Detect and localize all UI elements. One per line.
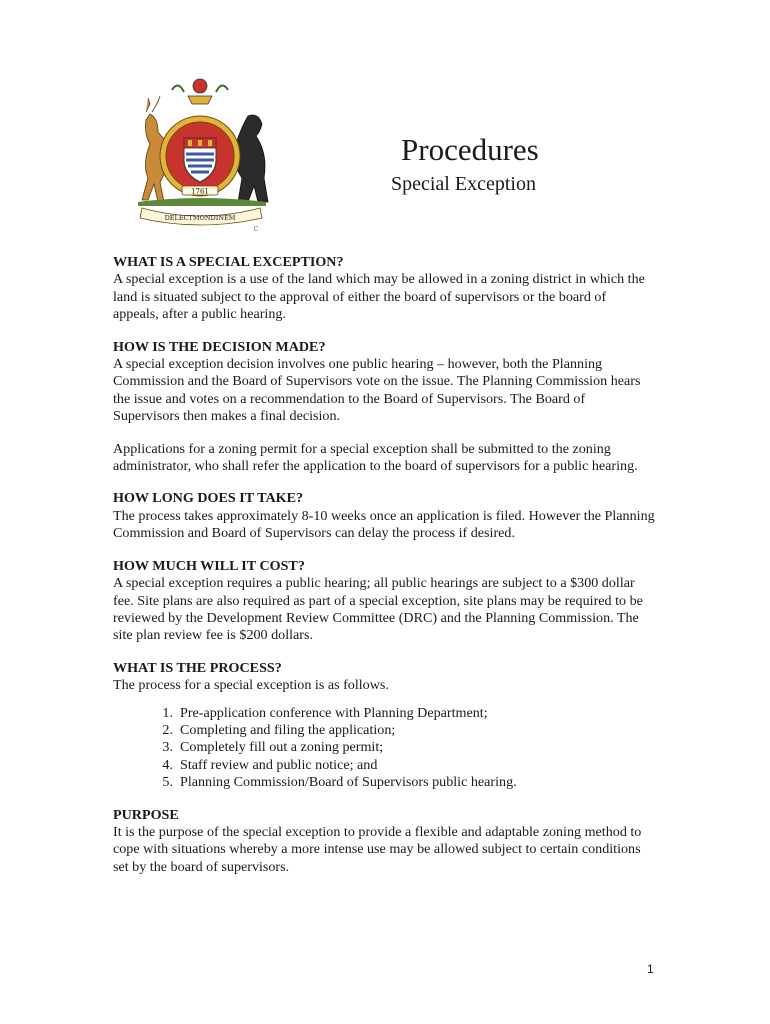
section-heading: WHAT IS A SPECIAL EXCEPTION? — [113, 254, 344, 270]
list-text: Completing and filing the application; — [180, 721, 396, 738]
section-text: The process for a special exception is as follows. — [113, 677, 389, 694]
list-text: Pre-application conference with Planning Department; — [180, 704, 488, 721]
section-heading: WHAT IS THE PROCESS? — [113, 659, 282, 676]
page-title: Procedures — [401, 132, 539, 167]
seal-caption: C — [253, 226, 259, 233]
list-item — [113, 739, 655, 756]
list-item — [113, 705, 655, 722]
section-heading: HOW IS THE DECISION MADE? — [113, 338, 326, 355]
list-number: 1. — [162, 704, 173, 721]
list-number: 3. — [162, 739, 173, 756]
list-number: 2. — [162, 721, 173, 738]
list-item — [113, 757, 655, 774]
list-item — [113, 722, 655, 739]
section-process — [113, 660, 655, 792]
seal-motto: DELECTMONDINEM — [164, 214, 236, 222]
section-text: A special exception decision involves one public hearing – however, both the Planning Commission and the Board of Supervisors vote on the issue. The Planning Commission hears the issue and votes on a recommendation to the Board of Supervisors. The Board of Supervisors then makes a final decision. — [113, 356, 641, 425]
section-how-long — [113, 490, 655, 542]
section-what-is — [113, 254, 655, 324]
page-subtitle: Special Exception — [391, 173, 536, 195]
section-text: The process takes approximately 8-10 weeks once an application is filed. However the Planning Commission and Board of Supervisors can delay the process if desired. — [113, 507, 655, 542]
section-text: It is the purpose of the special exception to provide a flexible and adaptable zoning method to cope with situations whereby a more intense use may be allowed subject to certain conditions set by the board of supervisors. — [113, 823, 642, 875]
county-seal-logo — [128, 74, 273, 234]
section-purpose — [113, 807, 655, 877]
section-text-applications: Applications for a zoning permit for a special exception shall be submitted to the zoning administrator, who shall refer the application to the board of supervisors for a public hearing. — [113, 440, 638, 475]
list-text: Planning Commission/Board of Supervisors public hearing. — [180, 774, 517, 791]
section-cost — [113, 558, 655, 645]
crest-icon — [172, 79, 228, 104]
list-number: 4. — [162, 756, 173, 773]
section-text: A special exception is a use of the land which may be allowed in a zoning district in which the land is situated subject to the approval of either the board of supervisors or the board of appeals, after a public hearing. — [113, 271, 645, 323]
process-steps-list — [113, 705, 655, 792]
list-text: Staff review and public notice; and — [180, 756, 378, 773]
seal-year: 1761 — [191, 187, 209, 196]
section-heading: HOW LONG DOES IT TAKE? — [113, 490, 304, 507]
document-body — [113, 254, 655, 891]
list-number: 5. — [162, 774, 173, 791]
list-text: Completely fill out a zoning permit; — [180, 739, 384, 756]
section-heading: HOW MUCH WILL IT COST? — [113, 557, 305, 574]
page-number: 1 — [647, 962, 654, 976]
section-text: A special exception requires a public hearing; all public hearings are subject to a $300 dollar fee. Site plans are also required as part of a special exception, site plans may be required to be reviewed by the Development Review Committee (DRC) and the Planning Commission. The site plan review fee is $200 dollars. — [113, 575, 643, 644]
section-decision — [113, 339, 655, 476]
section-heading: PURPOSE — [113, 806, 179, 823]
list-item — [113, 774, 655, 791]
